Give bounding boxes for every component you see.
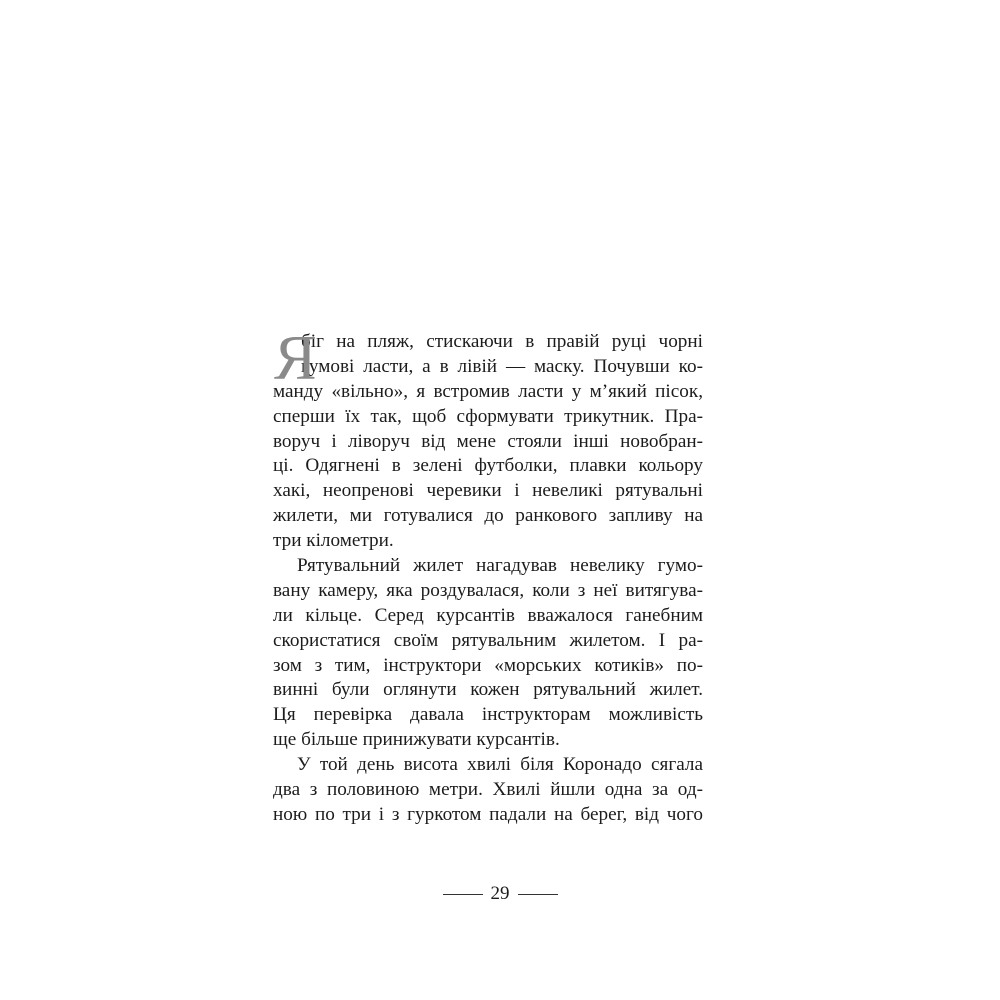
page-number: 29: [490, 883, 510, 904]
text-line: Ця перевірка давала інструкторам можливість: [273, 704, 703, 726]
body-text: [273, 322, 703, 828]
text-line: хакі, неопренові черевики і невеликі рятувальні: [273, 480, 703, 502]
text-line: скористатися своїм рятувальним жилетом. І ра-: [273, 629, 703, 651]
text-line: винні були оглянути кожен рятувальний жилет.: [273, 679, 703, 701]
footer-rule-right: [518, 894, 558, 895]
text-line: воруч і ліворуч від мене стояли інші новобран-: [273, 430, 703, 452]
paragraph-2: [273, 554, 703, 753]
text-line: три кілометри.: [273, 530, 394, 552]
text-line: манду «вільно», я встромив ласти у м’який пісок,: [273, 380, 703, 402]
text-line: ною по три і з гуркотом падали на берег, від чого: [273, 803, 703, 825]
text-line: ли кільце. Серед курсантів вважалося ганебним: [273, 604, 703, 626]
text-line: ще більше принижувати курсантів.: [273, 729, 560, 751]
paragraph-3: [273, 753, 703, 828]
text-line: вану камеру, яка роздувалася, коли з неї витягува-: [273, 579, 703, 601]
text-line: біг на пляж, стискаючи в правій руці чорні: [301, 331, 703, 352]
footer-rule-left: [443, 894, 483, 895]
text-line: гумові ласти, а в лівій — маску. Почувши ко-: [301, 355, 703, 377]
text-line: Рятувальний жилет нагадував невелику гумо-: [297, 555, 703, 577]
page-footer: [0, 879, 1000, 909]
text-line: ці. Одягнені в зелені футболки, плавки кольору: [273, 455, 703, 477]
drop-cap: Я: [274, 322, 317, 393]
text-line: У той день висота хвилі біля Коронадо сягала: [297, 754, 703, 776]
text-line: два з половиною метри. Хвилі йшли одна за од-: [273, 779, 703, 801]
text-line: жилети, ми готувалися до ранкового запливу на: [273, 505, 703, 527]
paragraph-1: [273, 322, 703, 554]
text-line: зом з тим, інструктори «морських котиків» по-: [273, 654, 703, 676]
text-line: сперши їх так, щоб сформувати трикутник. Пра-: [273, 405, 703, 427]
